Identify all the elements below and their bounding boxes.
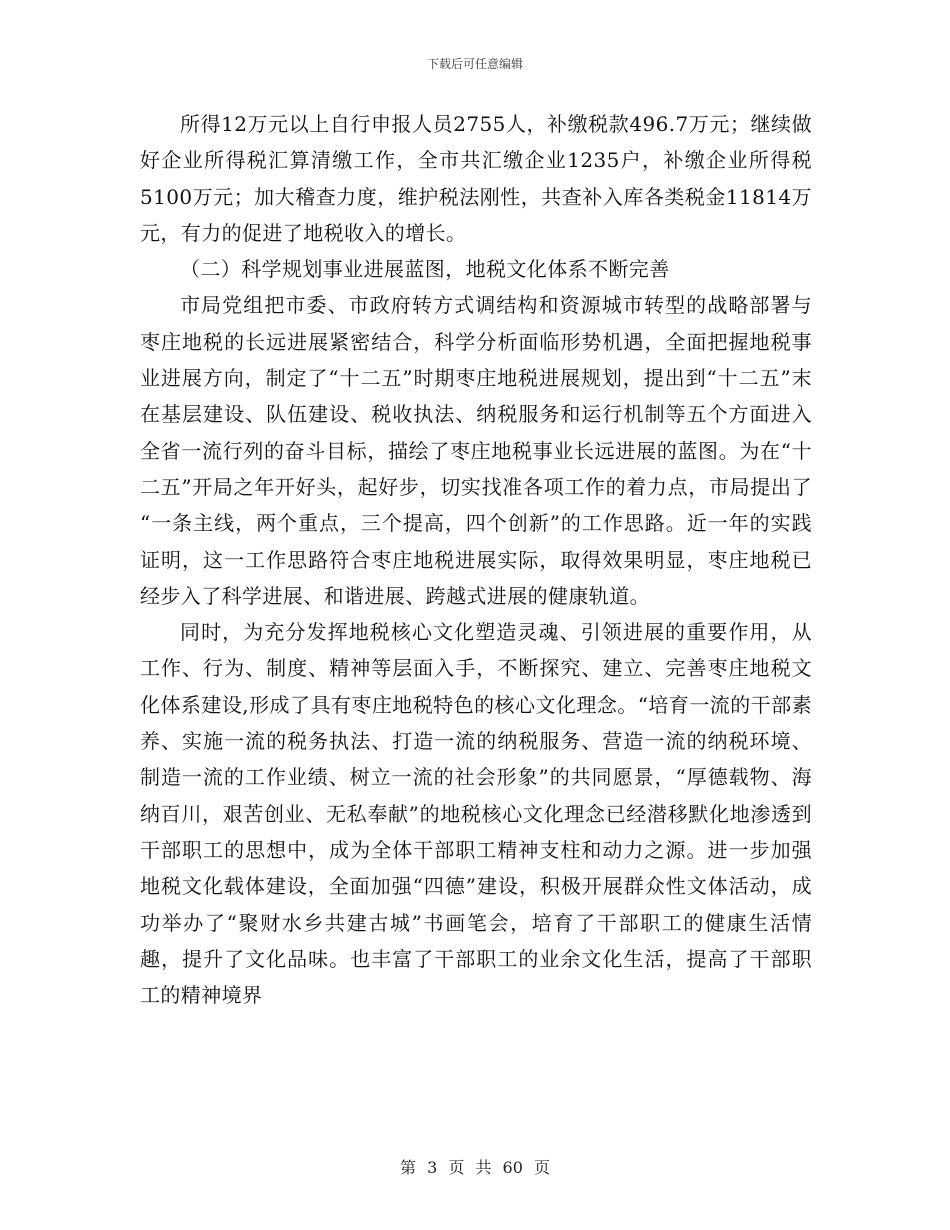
page-footer: 第 3 页 共 60 页 [400, 1158, 550, 1177]
paragraph-tax-results: 所得12万元以上自行申报人员2755人，补缴税款496.7万元；继续做好企业所得税汇算清缴工作，全市共汇缴企业1235户，补缴企业所得税5100万元；加大稽查力度，维护税法刚性，共查补入库各类税金11814万元，有力的促进了地税收入的增长。 [140, 112, 812, 245]
paragraph-tax-culture: 同时，为充分发挥地税核心文化塑造灵魂、引领进展的重要作用，从工作、行为、制度、精神等层面入手，不断探究、建立、完善枣庄地税文化体系建设,形成了具有枣庄地税特色的核心文化理念。“培育一流的干部素养、实施一流的税务执法、打造一流的纳税服务、营造一流的纳税环境、制造一流的工作业绩、树立一流的社会形象”的共同愿景，“厚德载物、海纳百川，艰苦创业、无私奉献”的地税核心文化理念已经潜移默化地渗透到干部职工的思想中，成为全体干部职工精神支柱和动力之源。进一步加强地税文化载体建设，全面加强“四德”建设，积极开展群众性文体活动，成功举办了“聚财水乡共建古城”书画笔会，培育了干部职工的健康生活情趣，提升了文化品味。也丰富了干部职工的业余文化生活，提高了干部职工的精神境界 [140, 620, 812, 1008]
section-heading: （二）科学规划事业进展蓝图，地税文化体系不断完善 [180, 257, 670, 282]
document-body [140, 106, 812, 1013]
paragraph-development-plan: 市局党组把市委、市政府转方式调结构和资源城市转型的战略部署与枣庄地税的长远进展紧密结合，科学分析面临形势机遇，全面把握地税事业进展方向，制定了“十二五”时期枣庄地税进展规划，提出到“十二五”末在基层建设、队伍建设、税收执法、纳税服务和运行机制等五个方面进入全省一流行列的奋斗目标，描绘了枣庄地税事业长远进展的蓝图。为在“十二五”开局之年开好头，起好步，切实找准各项工作的着力点，市局提出了 “一条主线，两个重点，三个提高，四个创新”的工作思路。近一年的实践证明，这一工作思路符合枣庄地税进展实际，取得效果明显，枣庄地税已经步入了科学进展、和谐进展、跨越式进展的健康轨道。 [140, 293, 812, 608]
page-header: 下载后可任意编辑 [426, 57, 523, 71]
